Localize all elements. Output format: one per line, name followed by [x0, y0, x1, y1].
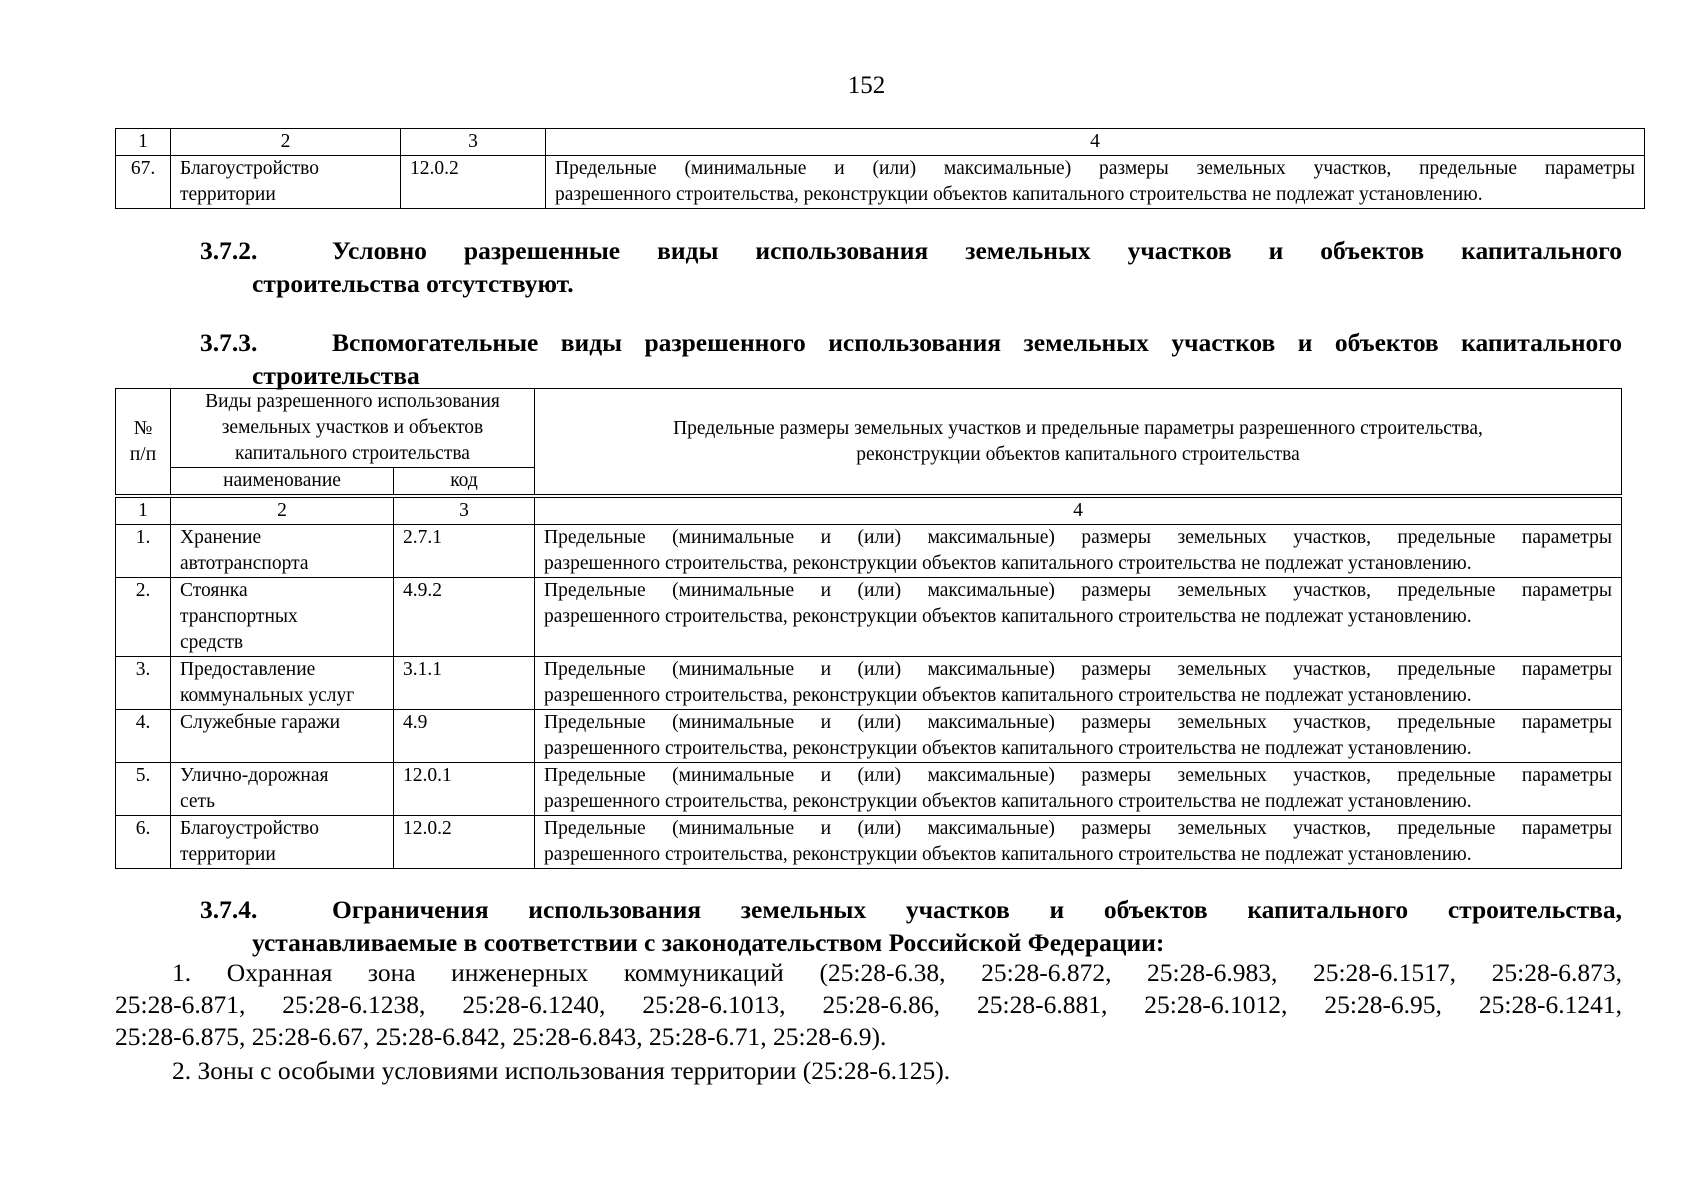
row-limits: Предельные (минимальные и (или) максимальные) размеры земельных участков, предельные параметры разрешенного строительства, реконструкции объектов капитального строительства не подлежат установлению. — [535, 816, 1622, 869]
section-title-line1: Вспомогательные виды разрешенного использования земельных участков и объектов капитального — [332, 328, 1622, 357]
page-number: 152 — [847, 72, 886, 99]
col-number-1: 1 — [116, 496, 171, 525]
table-header-row — [116, 389, 1622, 468]
section-number: 3.7.4. — [200, 895, 258, 924]
header-name: наименование — [171, 468, 394, 497]
row-number: 6. — [116, 816, 171, 869]
table-row — [116, 657, 1622, 710]
section-373-heading — [200, 326, 1622, 392]
table-col-numbers-row — [116, 496, 1622, 525]
row-number: 67. — [116, 156, 171, 209]
row-number: 4. — [116, 710, 171, 763]
header-types: Виды разрешенного использования земельных участков и объектов капитального строительства — [171, 389, 535, 468]
section-title-line1: Условно разрешенные виды использования земельных участков и объектов капитального — [332, 236, 1622, 265]
col-number-3: 3 — [394, 496, 535, 525]
row-number: 1. — [116, 525, 171, 578]
section-374-heading — [200, 893, 1622, 959]
row-limits: Предельные (минимальные и (или) максимальные) размеры земельных участков, предельные параметры разрешенного строительства, реконструкции объектов капитального строительства не подлежат установлению. — [546, 156, 1645, 209]
section-372-heading — [200, 234, 1622, 300]
table-row — [116, 710, 1622, 763]
row-name: Предоставление коммунальных услуг — [171, 657, 394, 710]
col-number-3: 3 — [401, 129, 546, 156]
row-name: Благоустройство территории — [171, 816, 394, 869]
row-name: Благоустройство территории — [171, 156, 401, 209]
header-num: № п/п — [116, 389, 171, 497]
row-code: 4.9.2 — [394, 578, 535, 657]
col-number-4: 4 — [546, 129, 1645, 156]
section-title-line2: устанавливаемые в соответствии с законодательством Российской Федерации: — [252, 928, 1165, 957]
table-row — [116, 156, 1645, 209]
header-limits: Предельные размеры земельных участков и предельные параметры разрешенного строительства, реконструкции объектов капитального строительства — [535, 389, 1622, 497]
row-limits: Предельные (минимальные и (или) максимальные) размеры земельных участков, предельные параметры разрешенного строительства, реконструкции объектов капитального строительства не подлежат установлению. — [535, 525, 1622, 578]
top-table — [115, 128, 1645, 209]
table-row — [116, 763, 1622, 816]
row-name: Стоянка транспортных средств — [171, 578, 394, 657]
col-number-2: 2 — [171, 129, 401, 156]
header-code: код — [394, 468, 535, 497]
table-row — [116, 816, 1622, 869]
table-row — [116, 525, 1622, 578]
section-number: 3.7.3. — [200, 328, 258, 357]
row-code: 12.0.2 — [394, 816, 535, 869]
row-number: 3. — [116, 657, 171, 710]
row-code: 3.1.1 — [394, 657, 535, 710]
section-number: 3.7.2. — [200, 236, 258, 265]
row-code: 12.0.2 — [401, 156, 546, 209]
col-number-1: 1 — [116, 129, 171, 156]
row-code: 2.7.1 — [394, 525, 535, 578]
row-limits: Предельные (минимальные и (или) максимальные) размеры земельных участков, предельные параметры разрешенного строительства, реконструкции объектов капитального строительства не подлежат установлению. — [535, 657, 1622, 710]
col-number-2: 2 — [171, 496, 394, 525]
section-title-line1: Ограничения использования земельных участков и объектов капитального строительства, — [332, 895, 1622, 924]
col-number-4: 4 — [535, 496, 1622, 525]
row-name: Служебные гаражи — [171, 710, 394, 763]
row-limits: Предельные (минимальные и (или) максимальные) размеры земельных участков, предельные параметры разрешенного строительства, реконструкции объектов капитального строительства не подлежат установлению. — [535, 763, 1622, 816]
row-code: 12.0.1 — [394, 763, 535, 816]
restriction-item-2: 2. Зоны с особыми условиями использования территории (25:28-6.125). — [172, 1056, 951, 1085]
table-row — [116, 578, 1622, 657]
row-number: 5. — [116, 763, 171, 816]
section-title-line2: строительства — [252, 361, 420, 390]
row-name: Хранение автотранспорта — [171, 525, 394, 578]
row-limits: Предельные (минимальные и (или) максимальные) размеры земельных участков, предельные параметры разрешенного строительства, реконструкции объектов капитального строительства не подлежат установлению. — [535, 578, 1622, 657]
row-code: 4.9 — [394, 710, 535, 763]
aux-uses-table — [115, 388, 1622, 869]
restriction-item-1: 1. Охранная зона инженерных коммуникаций (25:28-6.38, 25:28-6.872, 25:28-6.983, 25:28-6.1517, 25:28-6.873, 25:28-6.871, 25:28-6.1238, 25:28-6.1240, 25:28-6.1013, 25:28-6.86, 25:28-6.881, 25:28-6.1012, 25:28-6.95, 25:28-6.1241, 25:28-6.875, 25:28-6.67, 25:28-6.842, 25:28-6.843, 25:28-6.71, 25:28-6.9). — [115, 958, 1622, 1051]
row-name: Улично-дорожная сеть — [171, 763, 394, 816]
section-title-line2: строительства отсутствуют. — [252, 269, 574, 298]
row-limits: Предельные (минимальные и (или) максимальные) размеры земельных участков, предельные параметры разрешенного строительства, реконструкции объектов капитального строительства не подлежат установлению. — [535, 710, 1622, 763]
row-number: 2. — [116, 578, 171, 657]
top-table-header-row — [116, 129, 1645, 156]
